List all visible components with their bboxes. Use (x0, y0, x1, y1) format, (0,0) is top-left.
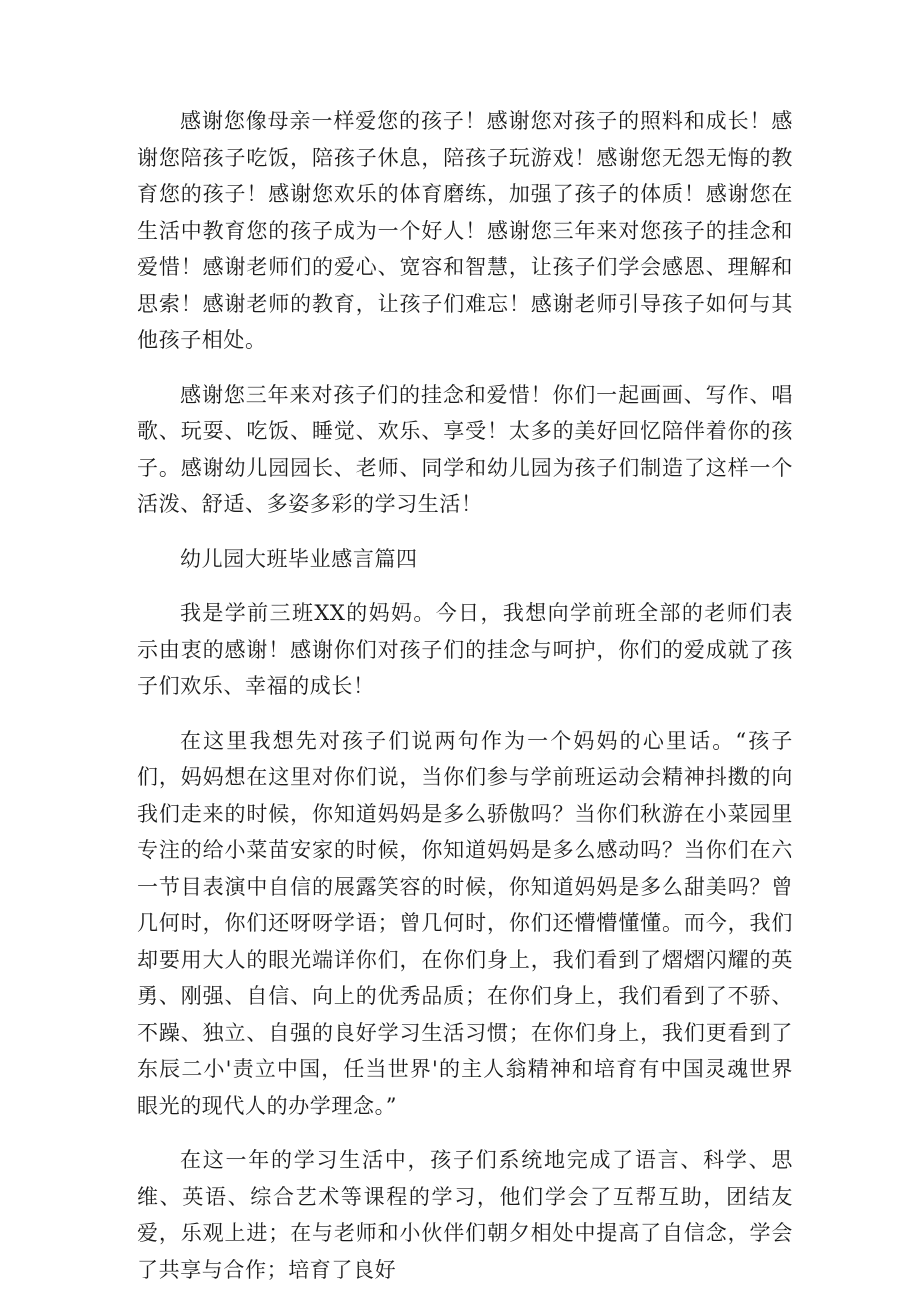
paragraph-mother-intro: 我是学前三班XX的妈妈。今日，我想向学前班全部的老师们表示由衷的感谢！感谢你们对孩子们的挂念与呵护，你们的爱成就了孩子们欢乐、幸福的成长！ (137, 601, 793, 698)
paragraph-gratitude-three-years: 感谢您三年来对孩子们的挂念和爱惜！你们一起画画、写作、唱歌、玩耍、吃饭、睡觉、欢乐、享受！太多的美好回忆陪伴着你的孩子。感谢幼儿园园长、老师、同学和幼儿园为孩子们制造了这样一个活泼、舒适、多姿多彩的学习生活！ (137, 382, 793, 516)
document-body (137, 103, 793, 1306)
paragraph-mother-message: 在这里我想先对孩子们说两句作为一个妈妈的心里话。“孩子们，妈妈想在这里对你们说，当你们参与学前班运动会精神抖擞的向我们走来的时候，你知道妈妈是多么骄傲吗？当你们秋游在小菜园里专注的给小菜苗安家的时候，你知道妈妈是多么感动吗？当你们在六一节目表演中自信的展露笑容的时候，你知道妈妈是多么甜美吗？曾几何时，你们还呀呀学语；曾几何时，你们还懵懵懂懂。而今，我们却要用大人的眼光端详你们，在你们身上，我们看到了熠熠闪耀的英勇、刚强、自信、向上的优秀品质；在你们身上，我们看到了不骄、不躁、独立、自强的良好学习生活习惯；在你们身上，我们更看到了东辰二小'责立中国，任当世界'的主人翁精神和培育有中国灵魂世界眼光的现代人的办学理念。” (137, 728, 793, 1118)
paragraph-year-summary: 在这一年的学习生活中，孩子们系统地完成了语言、科学、思维、英语、综合艺术等课程的学习，他们学会了互帮互助，团结友爱，乐观上进；在与老师和小伙伴们朝夕相处中提高了自信念，学会了共享与合作；培育了良好 (137, 1148, 793, 1282)
paragraph-gratitude-parents: 感谢您像母亲一样爱您的孩子！感谢您对孩子的照料和成长！感谢您陪孩子吃饭，陪孩子休息，陪孩子玩游戏！感谢您无怨无悔的教育您的孩子！感谢您欢乐的体育磨练，加强了孩子的体质！感谢您在生活中教育您的孩子成为一个好人！感谢您三年来对您孩子的挂念和爱惜！感谢老师们的爱心、宽容和智慧，让孩子们学会感恩、理解和思索！感谢老师的教育，让孩子们难忘！感谢老师引导孩子如何与其他孩子相处。 (137, 109, 793, 352)
section-title: 幼儿园大班毕业感言篇四 (180, 546, 418, 571)
